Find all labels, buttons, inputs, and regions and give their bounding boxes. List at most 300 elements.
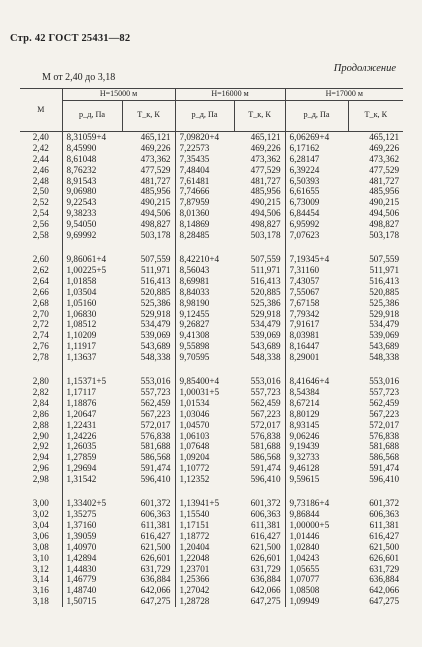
temperature-cell: 642,066	[369, 585, 400, 596]
temperature-cell: 490,215	[234, 197, 285, 208]
temperature-cell: 507,559	[369, 253, 400, 264]
temperature-cell: 611,381	[369, 519, 400, 530]
mach-cell: 2,96	[20, 463, 62, 474]
temperature-cell: 539,069	[369, 330, 400, 341]
spacer-cell	[285, 485, 348, 498]
table-row	[20, 254, 403, 265]
mach-cell: 2,98	[20, 474, 62, 485]
pressure-cell: 1,12352	[179, 474, 210, 485]
mach-cell: 3,08	[20, 542, 62, 553]
mach-cell: 2,56	[20, 219, 62, 230]
temperature-cell: 606,363	[234, 509, 285, 520]
temperature-cell: 473,362	[234, 154, 285, 165]
temperature-cell: 469,226	[369, 142, 400, 153]
table-row	[20, 176, 403, 187]
pressure-cell: 9,41308	[179, 330, 210, 341]
pressure-cell: 7,79342	[289, 308, 320, 319]
pressure-cell: 8,91543	[66, 175, 97, 186]
temperature-cell: 465,121	[369, 131, 400, 142]
pressure-cell: 1,22048	[179, 552, 210, 563]
pressure-cell: 7,43057	[289, 275, 320, 286]
spacer-cell	[348, 241, 403, 254]
temperature-cell: 490,215	[122, 197, 175, 208]
temperature-cell: 616,427	[234, 531, 285, 542]
gas-parameters-table	[20, 88, 403, 607]
mach-cell: 2,58	[20, 230, 62, 241]
pressure-cell: 1,27042	[179, 585, 210, 596]
pressure-cell: 1,05655	[289, 563, 320, 574]
mach-cell: 2,70	[20, 309, 62, 320]
pressure-cell: 1,10772	[179, 463, 210, 474]
mach-cell: 3,10	[20, 553, 62, 564]
table-row	[20, 420, 403, 431]
pressure-cell: 1,06103	[179, 430, 210, 441]
pressure-cell: 9,06980	[66, 186, 97, 197]
temperature-cell: 548,338	[369, 352, 400, 363]
pressure-cell: 9,06246	[289, 430, 320, 441]
temperature-cell: 567,223	[369, 408, 400, 419]
temperature-cell: 621,500	[369, 541, 400, 552]
temperature-cell: 586,568	[234, 452, 285, 463]
temperature-cell: 626,601	[369, 552, 400, 563]
temperature-cell: 543,689	[122, 341, 175, 352]
pressure-cell: 8,80129	[289, 408, 320, 419]
temperature-cell: 606,363	[369, 509, 400, 519]
temperature-cell: 581,688	[369, 441, 400, 452]
temperature-cell: 616,427	[122, 531, 175, 542]
spacer-cell	[20, 363, 62, 376]
temperature-cell: 498,827	[369, 219, 400, 230]
pressure-cell: 9,26827	[179, 319, 210, 330]
temperature-cell: 494,506	[369, 208, 400, 219]
pressure-cell: 1,18876	[66, 397, 97, 408]
pressure-cell: 9,55898	[179, 341, 210, 352]
mach-cell: 2,42	[20, 143, 62, 154]
pressure-cell: 1,08512	[66, 319, 97, 330]
pressure-cell: 8,76232	[66, 164, 97, 175]
table-row	[20, 596, 403, 607]
mach-cell: 2,54	[20, 208, 62, 219]
temperature-cell: 581,688	[234, 441, 285, 452]
temperature-cell: 529,918	[369, 308, 400, 319]
temperature-cell: 498,827	[122, 219, 175, 230]
table-row	[20, 208, 403, 219]
pressure-cell: 9,86061+4	[66, 253, 107, 264]
mach-cell: 2,64	[20, 276, 62, 287]
temperature-cell: 543,689	[369, 341, 400, 352]
table-row	[20, 230, 403, 241]
pressure-cell: 8,41646+4	[289, 376, 330, 387]
pressure-cell: 1,31542	[66, 474, 97, 485]
temperature-cell: 525,386	[369, 297, 400, 308]
temperature-cell: 626,601	[122, 553, 175, 564]
temperature-cell: 477,529	[234, 165, 285, 176]
spacer-cell	[348, 363, 403, 376]
mach-cell: 2,94	[20, 452, 62, 463]
pressure-cell: 6,95992	[289, 219, 320, 230]
pressure-cell: 1,29694	[66, 463, 97, 474]
temperature-cell: 469,226	[122, 143, 175, 154]
pressure-column-header: p_д, Па	[285, 100, 348, 131]
pressure-cell: 1,24226	[66, 430, 97, 441]
pressure-cell: 8,01360	[179, 208, 210, 219]
pressure-cell: 1,07077	[289, 574, 320, 585]
pressure-cell: 1,20404	[179, 541, 210, 552]
pressure-cell: 8,45990	[66, 142, 97, 153]
pressure-cell: 1,39059	[66, 530, 97, 541]
pressure-cell: 1,26035	[66, 441, 97, 452]
table-row	[20, 165, 403, 176]
temperature-cell: 631,729	[369, 563, 400, 574]
pressure-cell: 1,07648	[179, 441, 210, 452]
temperature-cell: 601,372	[369, 498, 400, 509]
mach-cell: 2,48	[20, 176, 62, 187]
table-row	[20, 542, 403, 553]
temperature-column-header: T_к, К	[122, 100, 175, 131]
temperature-cell: 596,410	[369, 474, 400, 485]
spacer-cell	[285, 363, 348, 376]
pressure-cell: 1,01446	[289, 530, 320, 541]
spacer-cell	[348, 485, 403, 498]
pressure-cell: 1,37160	[66, 519, 97, 530]
altitude-header-3: H=17000 м	[285, 89, 403, 101]
pressure-cell: 1,20647	[66, 408, 97, 419]
table-row	[20, 531, 403, 542]
temperature-cell: 539,069	[122, 330, 175, 341]
pressure-cell: 7,48404	[179, 164, 210, 175]
altitude-header-2: H=16000 м	[175, 89, 285, 101]
table-row	[20, 553, 403, 564]
pressure-cell: 1,17117	[66, 386, 97, 397]
temperature-cell: 520,885	[122, 287, 175, 298]
temperature-cell: 516,413	[234, 276, 285, 287]
temperature-cell: 576,838	[234, 431, 285, 442]
pressure-cell: 1,46779	[66, 574, 97, 585]
pressure-cell: 8,56043	[179, 264, 210, 275]
table-row	[20, 287, 403, 298]
mach-cell: 2,78	[20, 352, 62, 363]
pressure-cell: 1,15371+5	[66, 376, 107, 387]
table-row	[20, 330, 403, 341]
table-row	[20, 585, 403, 596]
temperature-cell: 525,386	[234, 298, 285, 309]
temperature-cell: 562,459	[369, 397, 400, 408]
mach-cell: 2,40	[20, 131, 62, 142]
pressure-cell: 7,87959	[179, 197, 210, 208]
temperature-cell: 511,971	[122, 265, 175, 276]
page-header: Стр. 42 ГОСТ 25431—82	[10, 33, 131, 44]
temperature-cell: 465,121	[122, 131, 175, 142]
spacer-cell	[20, 485, 62, 498]
temperature-cell: 481,727	[369, 175, 400, 186]
temperature-cell: 503,178	[122, 230, 175, 241]
mach-cell: 3,16	[20, 585, 62, 596]
continuation-label: Продолжение	[333, 63, 396, 74]
pressure-cell: 6,73009	[289, 197, 320, 208]
temperature-cell: 562,459	[122, 398, 175, 409]
pressure-column-header: p_д, Па	[175, 100, 234, 131]
pressure-cell: 1,15540	[179, 509, 210, 519]
temperature-cell: 576,838	[369, 430, 400, 441]
temperature-cell: 534,479	[369, 319, 400, 330]
temperature-cell: 473,362	[122, 154, 175, 165]
temperature-cell: 642,066	[122, 585, 175, 596]
table-row	[20, 143, 403, 154]
mach-cell: 2,74	[20, 330, 62, 341]
temperature-cell: 539,069	[234, 330, 285, 341]
pressure-cell: 9,59615	[289, 474, 320, 485]
mach-cell: 3,02	[20, 509, 62, 520]
temperature-cell: 490,215	[369, 197, 400, 208]
mach-cell: 2,82	[20, 387, 62, 398]
pressure-cell: 9,70595	[179, 352, 210, 363]
mach-cell: 2,52	[20, 197, 62, 208]
temperature-cell: 636,884	[122, 574, 175, 585]
pressure-cell: 8,31059+4	[66, 131, 107, 142]
spacer-cell	[175, 363, 234, 376]
spacer-cell	[62, 485, 122, 498]
temperature-cell: 534,479	[234, 319, 285, 330]
pressure-cell: 7,22573	[179, 142, 210, 153]
temperature-cell: 503,178	[234, 230, 285, 241]
temperature-cell: 498,827	[234, 219, 285, 230]
pressure-cell: 7,74666	[179, 186, 210, 197]
mach-cell: 2,90	[20, 431, 62, 442]
pressure-cell: 1,03504	[66, 286, 97, 297]
pressure-cell: 1,25366	[179, 574, 210, 585]
pressure-cell: 1,06830	[66, 308, 97, 319]
pressure-cell: 6,39224	[289, 164, 320, 175]
temperature-cell: 572,017	[234, 420, 285, 431]
pressure-cell: 1,18772	[179, 530, 210, 541]
temperature-cell: 591,474	[122, 463, 175, 474]
pressure-cell: 9,19439	[289, 441, 320, 452]
mach-cell: 2,76	[20, 341, 62, 352]
temperature-cell: 529,918	[234, 309, 285, 320]
spacer-cell	[234, 241, 285, 254]
temperature-cell: 616,427	[369, 530, 400, 541]
pressure-cell: 1,27859	[66, 452, 97, 463]
pressure-cell: 1,50715	[66, 596, 97, 607]
temperature-cell: 534,479	[122, 319, 175, 330]
pressure-cell: 6,06269+4	[289, 131, 330, 142]
range-subtitle: М от 2,40 до 3,18	[42, 72, 116, 83]
spacer-cell	[175, 241, 234, 254]
spacer-cell	[285, 241, 348, 254]
temperature-cell: 557,723	[122, 387, 175, 398]
temperature-cell: 516,413	[122, 276, 175, 287]
temperature-cell: 636,884	[234, 574, 285, 585]
mach-cell: 3,14	[20, 574, 62, 585]
temperature-cell: 477,529	[369, 164, 400, 175]
temperature-cell: 548,338	[234, 352, 285, 363]
pressure-cell: 7,35435	[179, 153, 210, 164]
temperature-cell: 611,381	[122, 520, 175, 531]
pressure-cell: 6,61655	[289, 186, 320, 197]
pressure-cell: 1,13941+5	[179, 498, 220, 509]
temperature-cell: 507,559	[122, 254, 175, 265]
pressure-cell: 8,98190	[179, 297, 210, 308]
temperature-cell: 572,017	[369, 419, 400, 430]
table-row	[20, 441, 403, 452]
pressure-cell: 8,84033	[179, 286, 210, 297]
temperature-cell: 520,885	[369, 286, 400, 297]
mach-cell: 2,86	[20, 409, 62, 420]
pressure-cell: 1,11917	[66, 341, 97, 352]
temperature-cell: 485,956	[369, 186, 400, 197]
temperature-cell: 601,372	[122, 498, 175, 509]
pressure-cell: 1,23701	[179, 563, 210, 574]
pressure-cell: 9,32733	[289, 452, 320, 463]
pressure-cell: 1,08508	[289, 585, 320, 596]
pressure-cell: 7,55067	[289, 286, 320, 297]
temperature-cell: 591,474	[234, 463, 285, 474]
temperature-cell: 511,971	[369, 264, 400, 275]
table-row	[20, 409, 403, 420]
temperature-cell: 591,474	[369, 463, 400, 474]
table-row	[20, 564, 403, 575]
temperature-cell: 567,223	[234, 409, 285, 420]
temperature-cell: 473,362	[369, 153, 400, 164]
pressure-cell: 8,61048	[66, 153, 97, 164]
pressure-cell: 1,09204	[179, 452, 210, 463]
pressure-cell: 1,35275	[66, 509, 97, 519]
pressure-cell: 8,69981	[179, 275, 210, 286]
spacer-cell	[122, 485, 175, 498]
table-row	[20, 474, 403, 485]
temperature-cell: 636,884	[369, 574, 400, 585]
pressure-cell: 9,22543	[66, 197, 97, 208]
mach-cell: 2,44	[20, 154, 62, 165]
pressure-cell: 1,44830	[66, 563, 97, 574]
temperature-cell: 581,688	[122, 441, 175, 452]
pressure-cell: 9,54050	[66, 219, 97, 230]
mach-cell: 2,88	[20, 420, 62, 431]
pressure-cell: 8,42210+4	[179, 253, 220, 264]
temperature-cell: 469,226	[234, 143, 285, 154]
temperature-cell: 553,016	[122, 376, 175, 387]
pressure-cell: 1,04243	[289, 552, 320, 563]
table-row	[20, 197, 403, 208]
temperature-cell: 485,956	[234, 186, 285, 197]
temperature-cell: 562,459	[234, 398, 285, 409]
mach-column-header: М	[20, 89, 62, 132]
temperature-cell: 516,413	[369, 275, 400, 286]
mach-cell: 2,68	[20, 298, 62, 309]
table-row	[20, 463, 403, 474]
pressure-cell: 6,28147	[289, 153, 320, 164]
pressure-cell: 8,16447	[289, 341, 320, 352]
pressure-cell: 6,84454	[289, 208, 320, 219]
temperature-cell: 543,689	[234, 341, 285, 352]
pressure-cell: 1,05160	[66, 297, 97, 308]
temperature-cell: 631,729	[122, 564, 175, 575]
spacer-cell	[234, 485, 285, 498]
mach-cell: 2,80	[20, 376, 62, 387]
temperature-cell: 586,568	[369, 452, 400, 463]
pressure-cell: 8,54384	[289, 386, 320, 397]
temperature-cell: 525,386	[122, 298, 175, 309]
pressure-cell: 8,93145	[289, 419, 320, 430]
pressure-cell: 1,00000+5	[289, 519, 330, 530]
mach-cell: 2,60	[20, 254, 62, 265]
spacer-cell	[234, 363, 285, 376]
pressure-cell: 1,00225+5	[66, 264, 107, 275]
pressure-cell: 7,67158	[289, 297, 320, 308]
table-row	[20, 319, 403, 330]
temperature-cell: 572,017	[122, 420, 175, 431]
pressure-cell: 1,10209	[66, 330, 97, 341]
temperature-cell: 507,559	[234, 254, 285, 265]
pressure-cell: 7,61481	[179, 175, 210, 186]
pressure-cell: 7,07623	[289, 230, 320, 241]
table-row	[20, 376, 403, 387]
pressure-cell: 8,29001	[289, 352, 320, 363]
pressure-cell: 1,01534	[179, 397, 210, 408]
mach-cell: 2,46	[20, 165, 62, 176]
pressure-cell: 1,13637	[66, 352, 97, 363]
table-row	[20, 498, 403, 509]
pressure-cell: 9,12455	[179, 308, 210, 319]
pressure-cell: 7,91617	[289, 319, 320, 330]
temperature-cell: 647,275	[234, 596, 285, 607]
temperature-cell: 481,727	[122, 176, 175, 187]
pressure-cell: 1,03046	[179, 408, 210, 419]
temperature-cell: 621,500	[234, 542, 285, 553]
temperature-cell: 503,178	[369, 230, 400, 241]
temperature-cell: 621,500	[122, 542, 175, 553]
pressure-cell: 8,28485	[179, 230, 210, 241]
pressure-cell: 1,33402+5	[66, 498, 107, 509]
table-row	[20, 276, 403, 287]
pressure-column-header: p_д, Па	[62, 100, 122, 131]
pressure-cell: 9,46128	[289, 463, 320, 474]
temperature-cell: 520,885	[234, 287, 285, 298]
pressure-cell: 1,04570	[179, 419, 210, 430]
block-spacer	[20, 485, 403, 498]
spacer-cell	[62, 363, 122, 376]
mach-cell: 3,06	[20, 531, 62, 542]
mach-cell: 2,84	[20, 398, 62, 409]
table-row	[20, 431, 403, 442]
pressure-cell: 1,42894	[66, 552, 97, 563]
spacer-cell	[175, 485, 234, 498]
table-row	[20, 186, 403, 197]
pressure-cell: 8,03981	[289, 330, 320, 341]
pressure-cell: 7,09820+4	[179, 131, 220, 142]
temperature-cell: 511,971	[234, 265, 285, 276]
pressure-cell: 8,14869	[179, 219, 210, 230]
pressure-cell: 1,00031+5	[179, 386, 220, 397]
mach-cell: 2,66	[20, 287, 62, 298]
mach-cell: 3,12	[20, 564, 62, 575]
table-row	[20, 398, 403, 409]
mach-cell: 3,00	[20, 498, 62, 509]
pressure-cell: 6,50393	[289, 175, 320, 186]
temperature-cell: 553,016	[234, 376, 285, 387]
temperature-cell: 596,410	[122, 474, 175, 485]
mach-cell: 2,72	[20, 319, 62, 330]
mach-cell: 2,62	[20, 265, 62, 276]
temperature-cell: 553,016	[369, 376, 400, 387]
mach-cell: 3,04	[20, 520, 62, 531]
pressure-cell: 1,40970	[66, 541, 97, 552]
pressure-cell: 9,86844	[289, 509, 320, 519]
temperature-cell: 529,918	[122, 309, 175, 320]
temperature-cell: 631,729	[234, 564, 285, 575]
table-row	[20, 520, 403, 531]
pressure-cell: 1,09949	[289, 596, 320, 607]
